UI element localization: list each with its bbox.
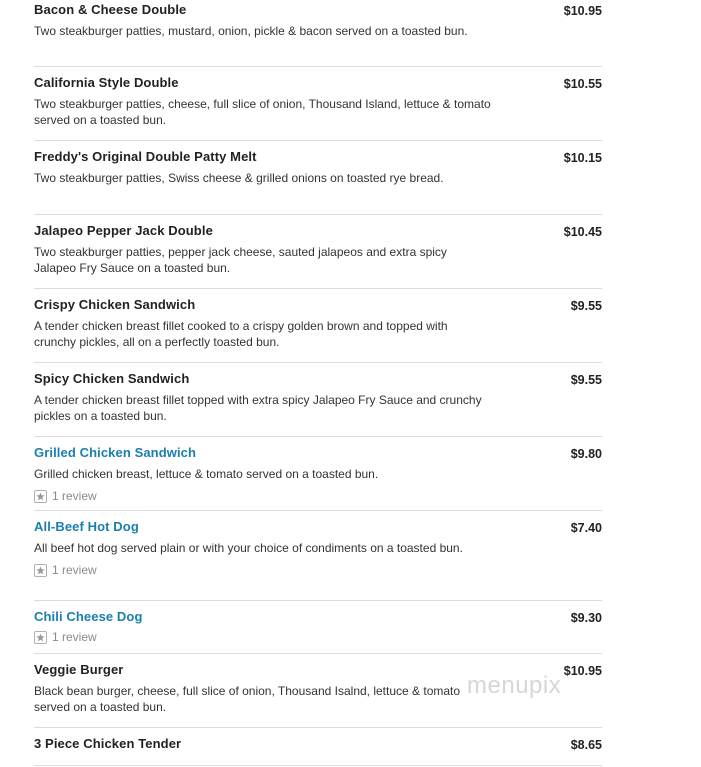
item-price: $7.40 [570, 521, 602, 535]
item-price: $9.55 [570, 373, 602, 387]
item-price: $9.55 [570, 299, 602, 313]
review-count: 1 review [52, 489, 97, 503]
item-description: Black bean burger, cheese, full slice of onion, Thousand Isalnd, lettuce & tomato served on a toasted bun. [34, 684, 461, 714]
item-price: $10.45 [563, 225, 602, 239]
item-description: A tender chicken breast fillet cooked to a crispy golden brown and topped with crunchy pickles, all on a perfectly toasted bun. [34, 319, 448, 349]
item-name: Spicy Chicken Sandwich [34, 371, 190, 386]
item-description: All beef hot dog served plain or with your choice of condiments on a toasted bun. [34, 541, 463, 555]
item-price: $9.80 [570, 447, 602, 461]
watermark-logo: menupix [467, 672, 562, 699]
item-name: Crispy Chicken Sandwich [34, 297, 196, 312]
item-description: Grilled chicken breast, lettuce & tomato served on a toasted bun. [34, 467, 379, 481]
item-description: Two steakburger patties, pepper jack cheese, sauted jalapeos and extra spicy Jalapeo Fry Sauce on a toasted bun. [34, 245, 447, 275]
item-name: Freddy's Original Double Patty Melt [34, 149, 257, 164]
menu-item [34, 511, 602, 601]
item-name: Bacon & Cheese Double [34, 2, 187, 17]
review-link[interactable] [34, 630, 602, 644]
menu-item [34, 601, 602, 654]
menu-item [34, 67, 602, 141]
item-price: $10.15 [563, 151, 602, 165]
item-description: Two steakburger patties, cheese, full slice of onion, Thousand Island, lettuce & tomato served on a toasted bun. [34, 97, 491, 127]
item-price: $8.65 [570, 738, 602, 752]
item-description: Two steakburger patties, Swiss cheese & grilled onions on toasted rye bread. [34, 171, 444, 185]
review-link[interactable] [34, 563, 602, 577]
item-name-link[interactable]: Grilled Chicken Sandwich [34, 445, 197, 460]
review-link[interactable] [34, 489, 602, 503]
item-price: $10.95 [563, 4, 602, 18]
item-name: California Style Double [34, 75, 179, 90]
star-icon [34, 490, 47, 503]
menu-item [34, 215, 602, 289]
menu-list [34, 0, 602, 766]
item-price: $10.95 [563, 664, 602, 678]
item-price: $9.30 [570, 611, 602, 625]
item-name: Jalapeo Pepper Jack Double [34, 223, 213, 238]
star-icon [34, 631, 47, 644]
star-icon [34, 564, 47, 577]
item-name-link[interactable]: All-Beef Hot Dog [34, 519, 139, 534]
item-price: $10.55 [563, 77, 602, 91]
review-count: 1 review [52, 630, 97, 644]
item-description: Two steakburger patties, mustard, onion, pickle & bacon served on a toasted bun. [34, 24, 468, 38]
item-name: 3 Piece Chicken Tender [34, 736, 182, 751]
item-description: A tender chicken breast fillet topped with extra spicy Jalapeo Fry Sauce and crunchy pickles on a toasted bun. [34, 393, 482, 423]
review-count: 1 review [52, 563, 97, 577]
menu-item [34, 0, 602, 67]
menu-item [34, 363, 602, 437]
menu-item [34, 141, 602, 215]
menu-item [34, 728, 602, 766]
menu-item [34, 289, 602, 363]
menu-item [34, 437, 602, 511]
item-name-link[interactable]: Chili Cheese Dog [34, 609, 143, 624]
item-name: Veggie Burger [34, 662, 124, 677]
